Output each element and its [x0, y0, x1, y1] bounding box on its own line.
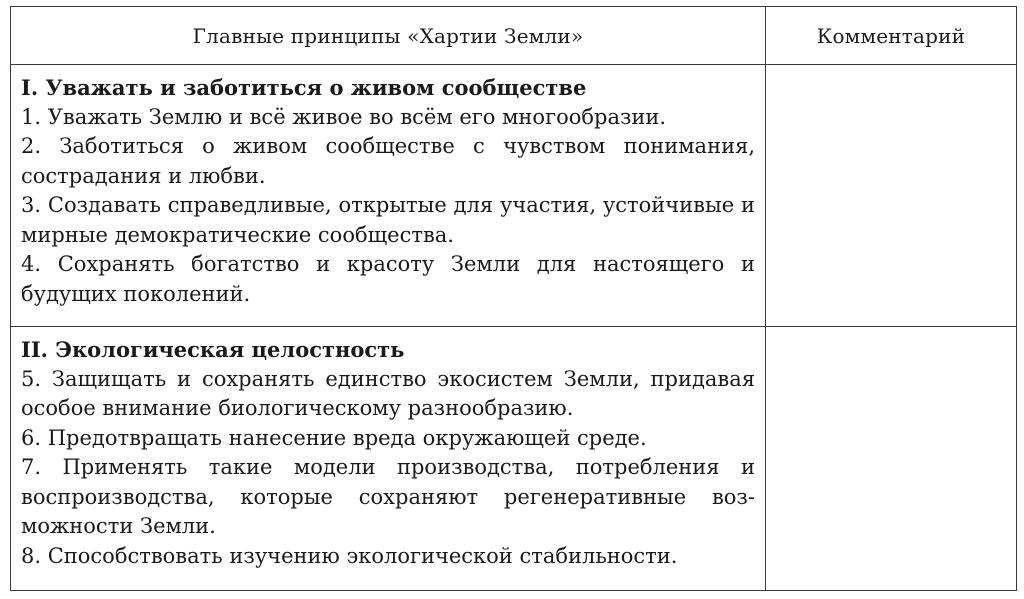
section-cell-1	[11, 65, 766, 327]
section-title: I. Уважать и заботиться о живом сообществе	[21, 75, 587, 100]
section-cell-2	[11, 327, 766, 591]
table-row	[11, 65, 1017, 327]
header-comment: Комментарий	[766, 7, 1017, 65]
principles-table	[10, 6, 1017, 591]
principle-item: 7. Применять такие модели производства, потребления и воспроизводства, которые сохраняют регенеративные возможности Земли.	[21, 455, 755, 538]
principle-item: 4. Сохранять богатство и красоту Земли для настоящего и будущих поколений.	[21, 252, 755, 306]
principle-item: 8. Способствовать изучению экологической стабильности.	[21, 543, 678, 568]
table-row	[11, 327, 1017, 591]
comment-cell-1[interactable]	[766, 65, 1017, 327]
comment-cell-2[interactable]	[766, 327, 1017, 591]
principle-item: 3. Создавать справедливые, открытые для участия, устойчивые и мирные демократические сообщества.	[21, 193, 755, 247]
table-header-row	[11, 7, 1017, 65]
principle-item: 6. Предотвращать нанесение вреда окружающей среде.	[21, 425, 647, 450]
header-principles: Главные принципы «Хартии Земли»	[11, 7, 766, 65]
principle-item: 1. Уважать Землю и всё живое во всём его многообразии.	[21, 104, 667, 129]
section-title: II. Экологическая целостность	[21, 337, 405, 362]
principle-item: 2. Заботиться о живом сообществе с чувством понимания, сострадания и любви.	[21, 134, 755, 188]
principle-item: 5. Защищать и сохранять единство экосистем Земли, придавая особое внимание биологическому разнообразию.	[21, 366, 755, 420]
